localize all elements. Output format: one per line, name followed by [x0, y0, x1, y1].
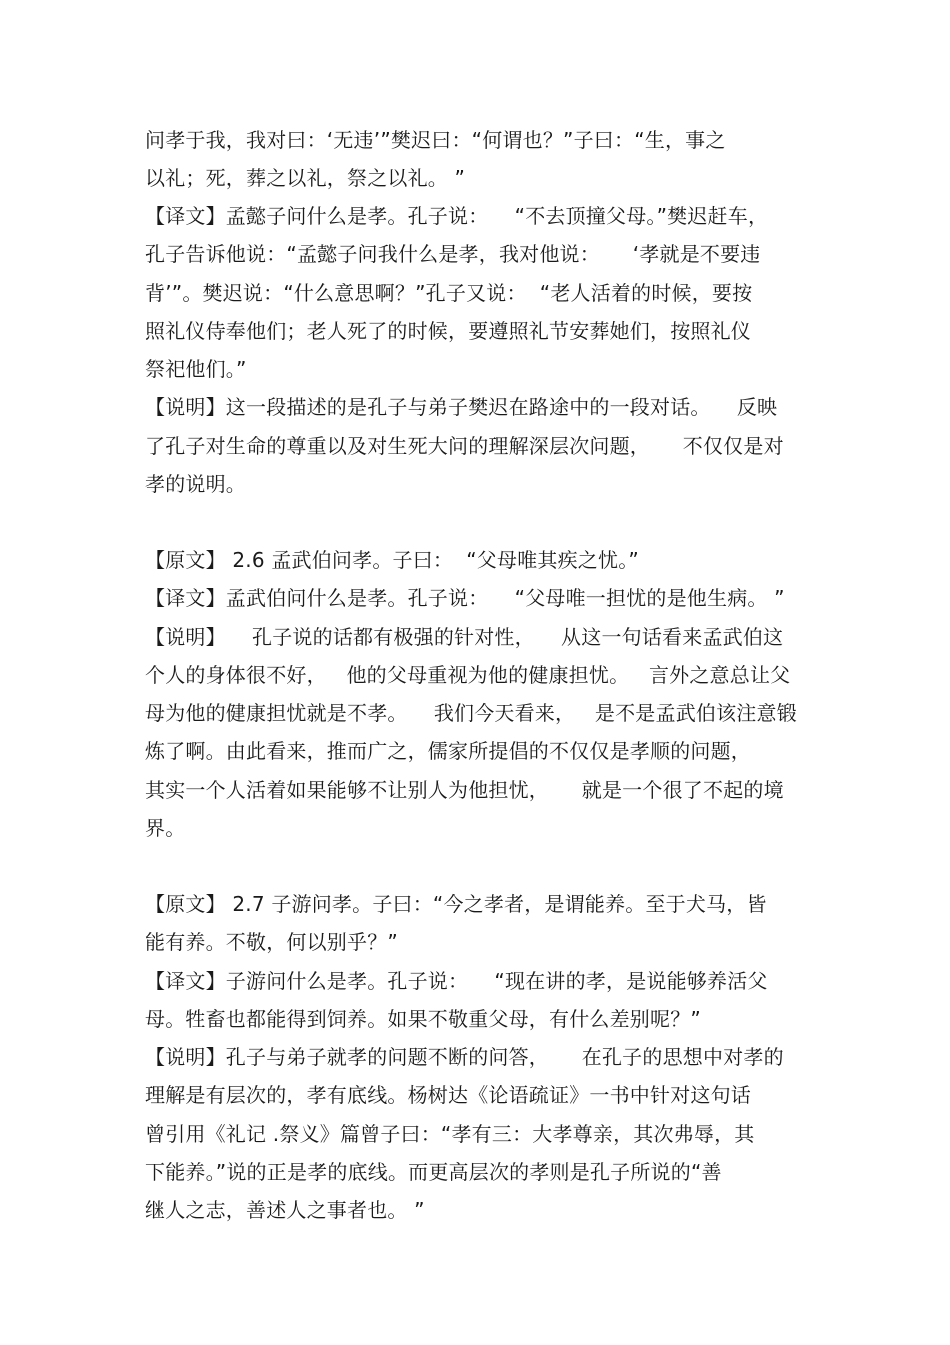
text-line: 【原文】 2.7 子游问孝。子曰：“今之孝者，是谓能养。至于犬马，皆	[145, 892, 767, 916]
text-line: 【译文】孟懿子问什么是孝。孔子说： “不去顶撞父母。”樊迟赶车，	[145, 204, 769, 228]
text-line: 下能养。”说的正是孝的底线。而更高层次的孝则是孔子所说的“善	[145, 1160, 722, 1184]
text-line: 孔子告诉他说：“孟懿子问我什么是孝，我对他说： ‘孝就是不要违	[145, 242, 761, 266]
text-line: 曾引用《礼记 .祭义》篇曾子曰：“孝有三：大孝尊亲，其次弗辱，其	[145, 1122, 755, 1146]
text-line: 了孔子对生命的尊重以及对生死大问的理解深层次问题， 不仅仅是对	[145, 434, 784, 458]
text-line: 炼了啊。由此看来，推而广之，儒家所提倡的不仅仅是孝顺的问题，	[145, 739, 751, 763]
text-line: 其实一个人活着如果能够不让别人为他担忧， 就是一个很了不起的境	[145, 778, 784, 802]
text-line: 祭祀他们。”	[145, 357, 247, 381]
text-line: 继人之志，善述人之事者也。 ”	[145, 1198, 425, 1222]
text-line: 照礼仪侍奉他们；老人死了的时候，要遵照礼节安葬她们，按照礼仪	[145, 319, 751, 343]
text-line: 【原文】 2.6 孟武伯问孝。子曰： “父母唯其疾之忧。”	[145, 548, 639, 572]
text-line: 界。	[145, 816, 186, 840]
text-line: 【译文】孟武伯问什么是孝。孔子说： “父母唯一担忧的是他生病。 ”	[145, 586, 785, 610]
text-line: 母为他的健康担忧就是不孝。 我们今天看来， 是不是孟武伯该注意锻	[145, 701, 797, 725]
text-line: 能有养。不敬，何以别乎？”	[145, 930, 398, 954]
text-line: 理解是有层次的，孝有底线。杨树达《论语疏证》一书中针对这句话	[145, 1083, 751, 1107]
text-line: 【说明】孔子与弟子就孝的问题不断的问答， 在孔子的思想中对孝的	[145, 1045, 784, 1069]
text-line: 问孝于我，我对曰：‘无违’”樊迟曰：“何谓也？”子曰：“生，事之	[145, 128, 726, 152]
text-line: 【说明】 孔子说的话都有极强的针对性， 从这一句话看来孟武伯这	[145, 625, 784, 649]
text-line: 【说明】这一段描述的是孔子与弟子樊迟在路途中的一段对话。 反映	[145, 395, 778, 419]
text-line: 个人的身体很不好， 他的父母重视为他的健康担忧。 言外之意总让父	[145, 663, 791, 687]
text-line: 母。牲畜也都能得到饲养。如果不敬重父母，有什么差别呢？”	[145, 1007, 701, 1031]
text-line: 孝的说明。	[145, 472, 246, 496]
text-line: 以礼；死，葬之以礼，祭之以礼。 ”	[145, 166, 466, 190]
text-line: 背’”。樊迟说：“什么意思啊？”孔子又说： “老人活着的时候，要按	[145, 281, 753, 305]
text-line: 【译文】子游问什么是孝。孔子说： “现在讲的孝，是说能够养活父	[145, 969, 768, 993]
